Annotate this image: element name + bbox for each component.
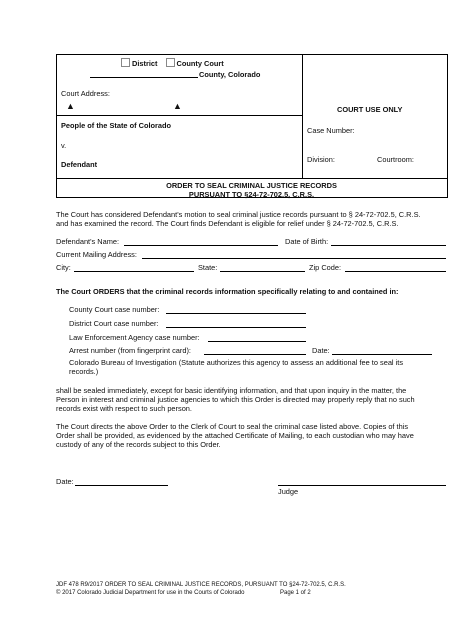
judge-label: Judge (278, 487, 299, 496)
signature-date-label: Date: (56, 477, 74, 486)
judge-signature-line[interactable] (278, 485, 446, 486)
mailing-address-field[interactable] (142, 258, 446, 259)
district-case-field[interactable] (166, 327, 306, 328)
v-label: v. (61, 141, 67, 150)
caption-divider-horizontal (56, 178, 447, 179)
sealed-para-line1: shall be sealed immediately, except for basic identifying information, and that upon inquiry in the matter, the (56, 386, 407, 395)
date-of-birth-label: Date of Birth: (285, 237, 329, 246)
county-name-line[interactable] (90, 77, 198, 78)
arrest-date-field[interactable] (332, 354, 432, 355)
city-field[interactable] (74, 271, 194, 272)
state-field[interactable] (220, 271, 305, 272)
district-checkbox[interactable] (121, 58, 130, 67)
defendant-label: Defendant (61, 160, 98, 169)
state-label: State: (198, 263, 218, 272)
case-number-label: Case Number: (307, 126, 355, 135)
county-court-checkbox[interactable] (166, 58, 175, 67)
orders-heading: The Court ORDERS that the criminal records information specifically relating to and contained in: (56, 287, 399, 296)
division-label: Division: (307, 155, 335, 164)
people-label: People of the State of Colorado (61, 121, 172, 130)
signature-date-field[interactable] (75, 485, 168, 486)
defendant-name-field[interactable] (124, 245, 278, 246)
date-of-birth-field[interactable] (331, 245, 446, 246)
order-title-line1: ORDER TO SEAL CRIMINAL JUSTICE RECORDS (166, 181, 337, 190)
law-enforcement-case-field[interactable] (208, 341, 306, 342)
county-case-field[interactable] (166, 313, 306, 314)
cbi-line2: records.) (69, 367, 99, 376)
court-type-row (121, 58, 224, 68)
order-title-line2: PURSUANT TO §24-72-702.5, C.R.S. (188, 190, 315, 199)
directs-para-line2: Order shall be provided, as evidenced by the attached Certificate of Mailing, to each custodian who may have (56, 431, 414, 440)
city-label: City: (56, 263, 71, 272)
courtroom-label: Courtroom: (377, 155, 414, 164)
cbi-line1: Colorado Bureau of Investigation (Statute authorizes this agency to assess an additional fee to seal its (69, 358, 404, 367)
arrow-up-icon: ▲ (173, 101, 182, 111)
sealed-para-line2: Person in interest and criminal justice agencies to which this Order is directed may properly reply that no such (56, 395, 415, 404)
directs-para-line3: custody of any of the records subject to this Order. (56, 440, 221, 449)
zip-label: Zip Code: (309, 263, 342, 272)
footer-form-line: JDF 478 R9/2017 ORDER TO SEAL CRIMINAL JUSTICE RECORDS, PURSUANT TO §24-72-702.5, C.R.S. (56, 582, 346, 588)
district-case-label: District Court case number: (69, 319, 159, 328)
court-address-label: Court Address: (61, 89, 110, 98)
footer-page-number: Page 1 of 2 (280, 590, 311, 596)
arrow-up-icon: ▲ (66, 101, 75, 111)
county-court-label: County Court (176, 59, 224, 68)
arrest-date-label: Date: (312, 346, 330, 355)
mailing-address-label: Current Mailing Address: (56, 250, 137, 259)
arrest-number-field[interactable] (204, 354, 306, 355)
district-label: District (132, 59, 158, 68)
caption-divider-vertical (302, 54, 303, 178)
directs-para-line1: The Court directs the above Order to the Clerk of Court to seal the criminal case listed above. Copies of this (56, 422, 409, 431)
arrest-number-label: Arrest number (from fingerprint card): (69, 346, 191, 355)
county-colorado-label: County, Colorado (199, 70, 261, 79)
footer-copyright: © 2017 Colorado Judicial Department for use in the Courts of Colorado (56, 590, 245, 596)
county-case-label: County Court case number: (69, 305, 160, 314)
intro-text-line2: and has examined the record. The Court finds Defendant is eligible for relief under § 24-72-702.5, C.R.S. (56, 219, 399, 228)
intro-text-line1: The Court has considered Defendant's motion to seal criminal justice records pursuant to § 24-72-702.5, C.R.S. (56, 210, 421, 219)
defendant-name-label: Defendant's Name: (56, 237, 120, 246)
law-enforcement-case-label: Law Enforcement Agency case number: (69, 333, 200, 342)
caption-divider-left-mid (56, 115, 302, 116)
zip-field[interactable] (345, 271, 446, 272)
court-use-only-label: COURT USE ONLY (337, 105, 403, 114)
sealed-para-line3: records exist with respect to such person. (56, 404, 192, 413)
